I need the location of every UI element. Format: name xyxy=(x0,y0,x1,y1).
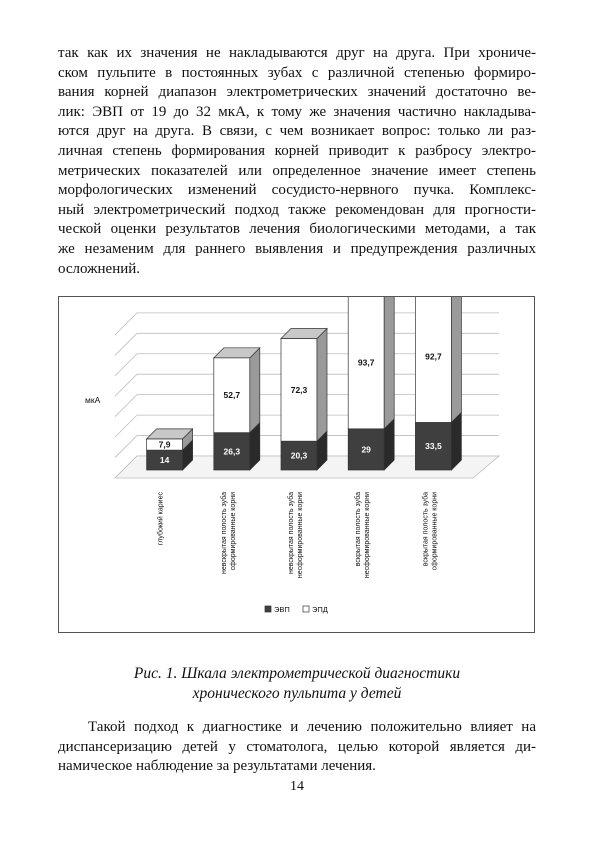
category-label-line: глубокий кариес xyxy=(157,492,165,546)
caption-line-1: Рис. 1. Шкала электрометрической диагностики xyxy=(133,665,461,682)
data-label-ЭПД: 52,7 xyxy=(223,390,241,401)
bar-side-ЭПД xyxy=(384,297,394,429)
data-label-ЭВП: 33,5 xyxy=(425,441,442,452)
data-label-ЭПД: 92,7 xyxy=(425,351,442,362)
text-line: ный электрометрический подход также рекомендован для прогности- xyxy=(58,201,536,218)
data-label-ЭПД: 72,3 xyxy=(290,384,308,395)
bar-side-ЭПД xyxy=(250,348,260,433)
text-line: метрических показателей или определенное значение имеет степень xyxy=(58,162,536,179)
body-paragraph-1 xyxy=(58,44,536,279)
data-label-ЭВП: 14 xyxy=(159,455,170,466)
category-label-line: сформированные корни xyxy=(431,492,439,571)
legend-label-ЭПД: ЭПД xyxy=(312,605,328,614)
legend-swatch-ЭПД xyxy=(303,606,309,612)
category-label-line: вскрытая полость зуба xyxy=(422,492,430,567)
text-line: вания корней диапазон электрометрических значений достаточно ве- xyxy=(58,84,536,101)
text-line: так как их значения не накладываются друг на друга. При хрониче- xyxy=(58,45,536,61)
bar-side-ЭПД xyxy=(317,329,327,442)
category-label xyxy=(421,492,438,571)
bar-side-ЭПД xyxy=(451,297,461,422)
category-label xyxy=(157,492,165,546)
body-paragraph-2 xyxy=(58,718,536,777)
text-line: же незаменим для раннего выявления и предупреждения различных xyxy=(58,240,536,257)
data-label-ЭВП: 29 xyxy=(361,444,371,455)
figure-chart-frame xyxy=(58,296,535,633)
y-axis-label: мкА xyxy=(85,395,101,405)
text-line: намическое наблюдение за результатами лечения. xyxy=(58,758,376,775)
page-number: 14 xyxy=(290,779,304,794)
legend-label-ЭВП: ЭВП xyxy=(274,605,290,614)
text-line: ются друг на друга. В связи, с чем возникает вопрос: только ли раз- xyxy=(58,123,536,140)
text-line: лик: ЭВП от 19 до 32 мкА, к тому же значения частично накладыва- xyxy=(58,103,536,120)
category-label-line: невскрытая полость зуба xyxy=(288,492,295,574)
electrometric-chart xyxy=(59,297,534,632)
text-line: Такой подход к диагностике и лечению положительно влияет на xyxy=(88,719,536,735)
text-line: ческой оценки результатов лечения биологическими методами, а так xyxy=(58,221,536,238)
category-label-line: несформированные корни xyxy=(297,492,304,579)
category-label xyxy=(220,492,237,574)
data-label-ЭВП: 26,3 xyxy=(223,446,241,457)
category-label-line: сформированные корни xyxy=(229,492,237,571)
text-line: морфологических изменений сосудисто-нервного пучка. Комплекс- xyxy=(58,182,536,199)
caption-line-2: хронического пульпита у детей xyxy=(192,685,402,702)
legend-swatch-ЭВП xyxy=(265,606,271,612)
data-label-ЭВП: 20,3 xyxy=(290,450,308,461)
text-line: ском пульпите в постоянных зубах с различной степенью формиро- xyxy=(58,64,536,81)
text-line: осложнений. xyxy=(58,260,141,277)
category-label xyxy=(354,492,371,578)
category-label-line: невскрытая полость зуба xyxy=(220,492,228,574)
text-line: диспансеризацию детей у стоматолога, целью которой является ди- xyxy=(58,738,536,755)
category-label-line: несформированные корни xyxy=(364,492,372,579)
data-label-ЭПД: 7,9 xyxy=(158,439,171,450)
figure-caption xyxy=(58,664,536,704)
text-line: личная степень формирования корней приводит к разбросу электро- xyxy=(58,142,536,159)
category-label-line: вскрытая полость зуба xyxy=(355,492,363,567)
category-label xyxy=(287,492,304,578)
data-label-ЭПД: 93,7 xyxy=(357,357,375,368)
